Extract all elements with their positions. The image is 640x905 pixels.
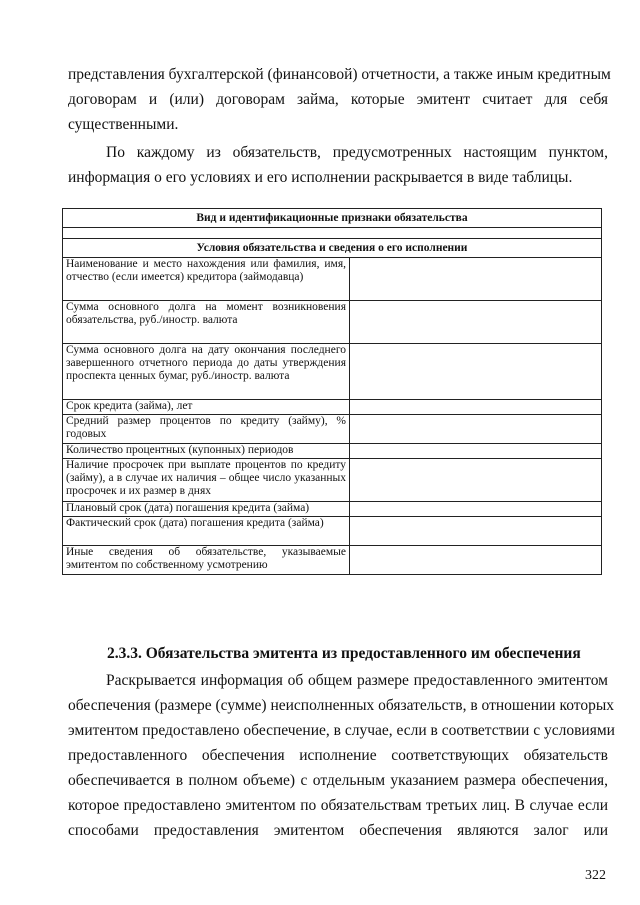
table-row	[63, 502, 602, 517]
table-row-label: Плановый срок (дата) погашения кредита (займа)	[63, 502, 350, 517]
table-row-label: Количество процентных (купонных) периодов	[63, 444, 350, 459]
table-row-label: Иные сведения об обязательстве, указываемые эмитентом по собственному усмотрению	[63, 546, 350, 575]
table-row-label: Срок кредита (займа), лет	[63, 400, 350, 415]
table-row-value	[350, 301, 602, 344]
table-row	[63, 258, 602, 301]
table-row-value	[350, 344, 602, 400]
table-row	[63, 459, 602, 502]
text-line: обеспечения (размере (сумме) неисполненных обязательств, в отношении которых	[68, 697, 614, 714]
text-line: информация о его условиях и его исполнении раскрывается в виде таблицы.	[68, 169, 573, 186]
intro-paragraph	[68, 62, 611, 137]
table-row-value	[350, 444, 602, 459]
table-row	[63, 546, 602, 575]
table-row	[63, 415, 602, 444]
table-header-row	[63, 239, 602, 258]
table-header-row	[63, 209, 602, 228]
text-line: эмитентом предоставлено обеспечение, в случае, если в соответствии с условиями	[68, 722, 615, 739]
table-row-label: Средний размер процентов по кредиту (займу), % годовых	[63, 415, 350, 444]
table-row-value	[350, 459, 602, 502]
text-line: предоставленного обеспечения исполнение соответствующих обязательств	[68, 747, 608, 764]
text-line: договорам и (или) договорам займа, которые эмитент считает для себя	[68, 91, 608, 108]
table-row-value	[350, 517, 602, 546]
table-row	[63, 344, 602, 400]
table-row-label: Наименование и место нахождения или фамилия, имя, отчество (если имеется) кредитора (займодавца)	[63, 258, 350, 301]
obligations-table	[62, 208, 602, 575]
table-row-label: Фактический срок (дата) погашения кредита (займа)	[63, 517, 350, 546]
text-line: представления бухгалтерской (финансовой) отчетности, а также иным кредитным	[68, 66, 611, 83]
guarantee-paragraph	[68, 668, 615, 843]
table-row-label: Наличие просрочек при выплате процентов по кредиту (займу), а в случае их наличия – общее число указанных просрочек и их размер в днях	[63, 459, 350, 502]
table-blank-row	[63, 228, 602, 239]
table-row	[63, 444, 602, 459]
text-line: которое предоставлено эмитентом по обязательствам третьих лиц. В случае если	[68, 797, 608, 814]
text-line: обеспечивается в полном объеме) с отдельным указанием размера обеспечения,	[68, 772, 608, 789]
table-row	[63, 400, 602, 415]
text-line: По каждому из обязательств, предусмотренных настоящим пунктом,	[106, 144, 608, 161]
table-row-label: Сумма основного долга на момент возникновения обязательства, руб./иностр. валюта	[63, 301, 350, 344]
table-row-value	[350, 258, 602, 301]
table-row-value	[350, 546, 602, 575]
table-row-label: Сумма основного долга на дату окончания последнего завершенного отчетного периода до даты утверждения проспекта ценных бумаг, руб./иностр. валюта	[63, 344, 350, 400]
table-header-obligation-type: Вид и идентификационные признаки обязательства	[63, 209, 602, 228]
table-row-value	[350, 400, 602, 415]
text-line: Раскрывается информация об общем размере предоставленного эмитентом	[106, 672, 608, 689]
table-row	[63, 301, 602, 344]
table-row-value	[350, 502, 602, 517]
table-blank-cell	[63, 228, 602, 239]
table-row	[63, 517, 602, 546]
table-row-value	[350, 415, 602, 444]
table-intro-paragraph	[68, 140, 608, 190]
page-number: 322	[585, 868, 606, 883]
section-heading: 2.3.3. Обязательства эмитента из предоставленного им обеспечения	[107, 645, 581, 662]
table-header-conditions: Условия обязательства и сведения о его исполнении	[63, 239, 602, 258]
text-line: способами предоставления эмитентом обеспечения являются залог или	[68, 822, 608, 839]
text-line: существенными.	[68, 116, 179, 133]
